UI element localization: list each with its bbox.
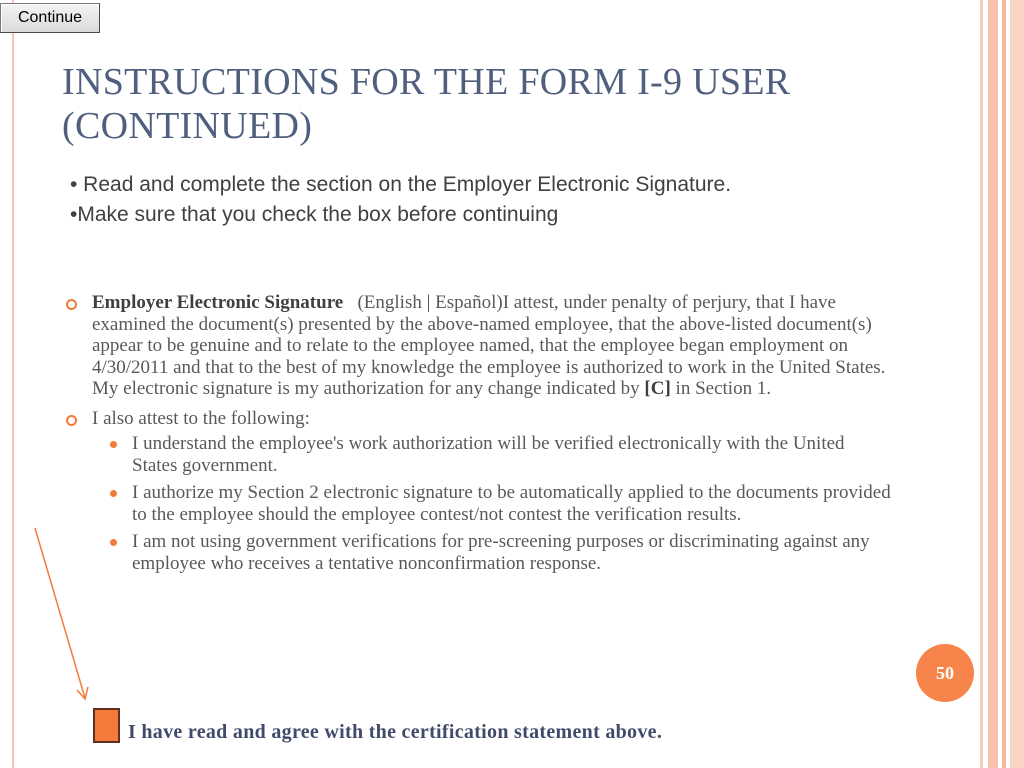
attest-text-end: in Section 1. [675,378,772,399]
attest-sub-list [92,433,892,574]
bullet-dot-icon [110,539,117,546]
continue-button[interactable]: Continue [0,3,100,33]
ring-bullet-icon [66,299,77,310]
slide-title: INSTRUCTIONS FOR THE FORM I-9 USER (CONTINUED) [62,61,791,147]
list-item-text: I authorize my Section 2 electronic signature to be automatically applied to the documents provided to the employee should the employee contest/not contest the verification results. [132,482,891,525]
intro-line: •Make sure that you check the box before continuing [70,203,559,226]
list-item [62,531,892,574]
also-attest-item [62,408,892,575]
right-decorative-stripes [980,0,1024,768]
left-border-line [12,0,14,768]
list-item-text: I understand the employee's work authorization will be verified electronically with the United States government. [132,433,845,476]
intro-instructions [70,170,830,230]
stripe [1010,0,1024,768]
signature-heading: Employer Electronic Signature [92,292,344,313]
agree-checkbox[interactable] [93,708,120,743]
stripe [980,0,983,768]
ring-bullet-icon [66,415,77,426]
attest-paragraph [62,292,892,400]
bullet-dot-icon [110,441,117,448]
also-attest-label: I also attest to the following: [92,407,310,429]
bullet-dot-icon [110,490,117,497]
intro-line: • Read and complete the section on the Employer Electronic Signature. [70,173,732,196]
list-item-text: I am not using government verifications for pre-screening purposes or discriminating against any employee who receives a tentative nonconfirmation response. [132,531,870,574]
change-code: [C] [644,378,671,399]
attest-text: (English | Español)I attest, under penalty of perjury, that I have examined the document(s) presented by the above-named employee, that the above-listed document(s) appear to be genuine and to relate to the employee named, that the employee began employment on 4/30/2011 and that to the best of my knowledge the employee is authorized to work in the United States. My electronic signature is my authorization for any change indicated by [92,292,886,399]
stripe [1002,0,1006,768]
list-item [62,482,892,525]
list-item [62,433,892,476]
stripe [988,0,998,768]
certification-section [62,292,892,582]
page-number-badge: 50 [916,644,974,702]
agree-checkbox-label[interactable]: I have read and agree with the certification statement above. [128,721,663,743]
